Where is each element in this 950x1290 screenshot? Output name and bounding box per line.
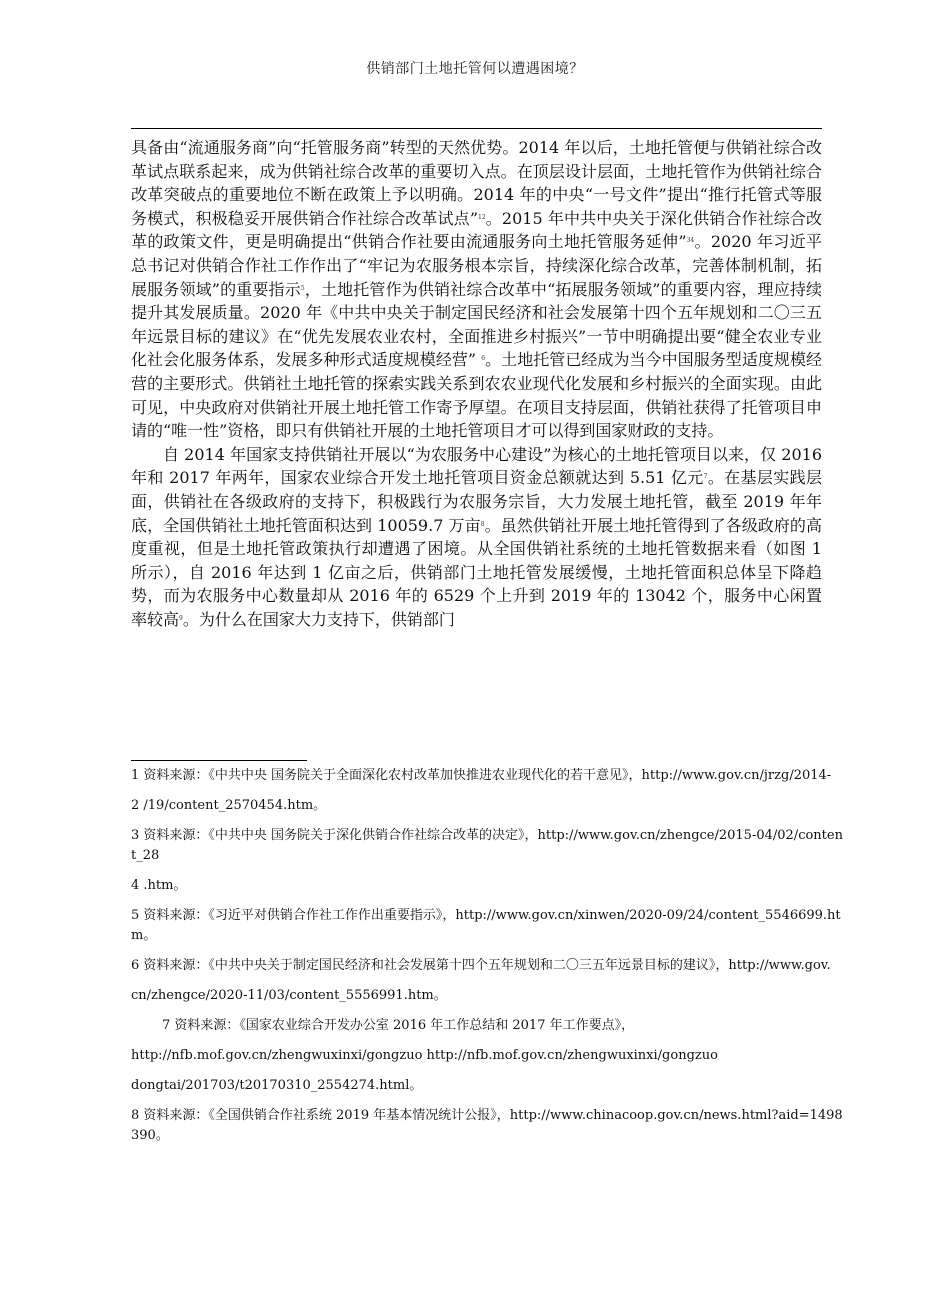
- footnote-item: 5 资料来源：《习近平对供销合作社工作作出重要指示》，http://www.gov.cn/xinwen/2020-09/24/content_5546699.htm。: [131, 908, 841, 943]
- footnote-item: 2 /19/content_2570454.htm。: [131, 798, 327, 813]
- paragraph-1-text: 。2020 年习近平总书记对供销合作社工作作出了“牢记为农服务根本宗旨，持续深化综合改革，完善体制机制，拓展服务领域”的重要指示: [131, 232, 822, 299]
- footnote-item: dongtai/201703/t20170310_2554274.html。: [131, 1078, 423, 1093]
- footnote-item: 4 .htm。: [131, 878, 187, 893]
- footnotes: [131, 766, 843, 1156]
- footnote-ref[interactable]: 34: [686, 237, 695, 245]
- paragraph-1-text: 。土地托管已经成为当今中国服务型适度规模经营的主要形式。供销社土地托管的探索实践关系到农农业现代化发展和乡村振兴的全面实现。由此可见，中央政府对供销社开展土地托管工作寄予厚望。在项目支持层面，供销社获得了托管项目申请的“唯一性”资格，即只有供销社开展的土地托管项目才可以得到国家财政的支持。: [131, 350, 822, 441]
- footnote-item: 6 资料来源：《中共中央关于制定国民经济和社会发展第十四个五年规划和二〇三五年远景目标的建议》，http://www.gov.: [131, 958, 831, 973]
- header-divider: [131, 128, 822, 129]
- paragraph-2-text: 。在基层实践层面，供销社在各级政府的支持下，积极践行为农服务宗旨，大力发展土地托管，截至 2019 年年底，全国供销社土地托管面积达到 10059.7 万亩: [131, 468, 822, 535]
- footnote-ref[interactable]: 12: [478, 213, 486, 221]
- paragraph-2-text: 。虽然供销社开展土地托管得到了各级政府的高度重视，但是土地托管政策执行却遭遇了困境。从全国供销社系统的土地托管数据来看（如图 1 所示），自 2016 年达到 1 亿亩之后，供销部门土地托管发展缓慢，土地托管面积总体呈下降趋势，而为农服务中心数量却从 2016 年的 6529 个上升到 2019 年的 13042 个，服务中心闲置率较高: [131, 515, 822, 629]
- footnote-item: cn/zhengce/2020-11/03/content_5556991.htm。: [131, 988, 447, 1003]
- footnote-ref[interactable]: 9: [179, 614, 183, 622]
- footnote-ref[interactable]: 7: [703, 473, 708, 481]
- paragraph-1-text: ，土地托管作为供销社综合改革中“拓展服务领域”的重要内容，理应持续提升其发展质量。2020 年《中共中央关于制定国民经济和社会发展第十四个五年规划和二〇三五年远景目标的建议》在“优先发展农业农村，全面推进乡村振兴”一节中明确提出要“健全农业专业化社会化服务体系，发展多种形式适度规模经营”: [131, 279, 822, 370]
- footnote-item: 7 资料来源：《国家农业综合开发办公室 2016 年工作总结和 2017 年工作要点》，: [162, 1018, 635, 1033]
- paragraph-2-text: 。为什么在国家大力支持下，供销部门: [182, 609, 455, 629]
- paragraph-2-text: 自 2014 年国家支持供销社开展以“为农服务中心建设”为核心的土地托管项目以来，仅 2016 年和 2017 年两年，国家农业综合开发土地托管项目资金总额就达到 5.51 亿元: [131, 444, 822, 488]
- footnote-divider: [131, 760, 307, 761]
- body-text: [131, 136, 822, 631]
- paragraph-1-text: 。2015 年中共中央关于深化供销合作社综合改革的政策文件，更是明确提出“供销合作社要由流通服务向土地托管服务延伸”: [131, 208, 822, 252]
- paragraph-1-text: 具备由“流通服务商”向“托管服务商”转型的天然优势。2014 年以后，土地托管便与供销社综合改革试点联系起来，成为供销社综合改革的重要切入点。在顶层设计层面，土地托管作为供销社综合改革突破点的重要地位不断在政策上予以明确。2014 年的中央“一号文件”提出“推行托管式等服务模式，积极稳妥开展供销合作社综合改革试点”: [131, 138, 822, 228]
- running-header: 供销部门土地托管何以遭遇困境？: [366, 61, 584, 77]
- footnote-item: 8 资料来源：《全国供销合作社系统 2019 年基本情况统计公报》，http://www.chinacoop.gov.cn/news.html?aid=1498390。: [131, 1108, 843, 1143]
- footnote-item: http://nfb.mof.gov.cn/zhengwuxinxi/gongzuo http://nfb.mof.gov.cn/zhengwuxinxi/gongzuo: [131, 1048, 718, 1063]
- footnote-ref[interactable]: 6: [481, 355, 486, 363]
- paragraph-2: [131, 443, 822, 632]
- footnote-item: 3 资料来源：《中共中央 国务院关于深化供销合作社综合改革的决定》，http://www.gov.cn/zhengce/2015-04/02/content_28: [131, 828, 843, 863]
- footnote-ref[interactable]: 5: [300, 284, 305, 292]
- footnote-item: 1 资料来源：《中共中央 国务院关于全面深化农村改革加快推进农业现代化的若干意见》，http://www.gov.cn/jrzg/2014-: [131, 768, 832, 783]
- footnote-ref[interactable]: 8: [480, 520, 485, 528]
- paragraph-1: [131, 136, 822, 443]
